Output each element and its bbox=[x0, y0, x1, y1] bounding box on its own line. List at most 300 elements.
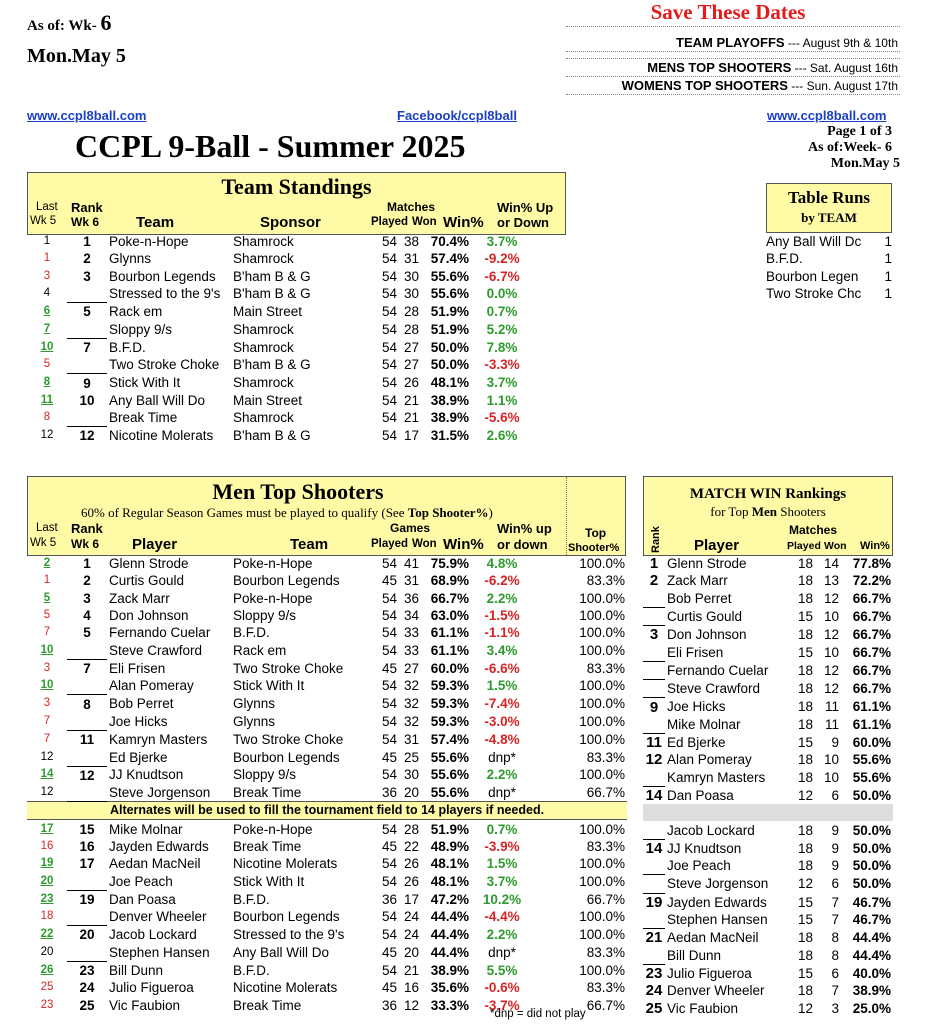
match-win-rank bbox=[643, 590, 665, 608]
match-win-player: Bill Dunn bbox=[667, 947, 722, 963]
win-change: 1.5% bbox=[486, 678, 518, 694]
team-row bbox=[27, 268, 572, 285]
team-standings-title: Team Standings bbox=[221, 174, 372, 199]
win-change: -5.6% bbox=[484, 410, 520, 426]
win-change: 4.8% bbox=[486, 556, 518, 572]
team-name: Nicotine Molerats bbox=[109, 428, 214, 444]
current-rank: 7 bbox=[83, 660, 91, 676]
shooter-row bbox=[27, 961, 627, 979]
match-win-rank: 11 bbox=[646, 734, 662, 752]
mw-col-rank-label: Rank bbox=[650, 526, 662, 553]
team-row bbox=[27, 285, 572, 303]
current-rank: 7 bbox=[83, 339, 91, 355]
win-percent: 55.6% bbox=[430, 785, 469, 800]
top-shooter-percent: 100.0% bbox=[579, 767, 625, 783]
sponsor-name: Shamrock bbox=[233, 251, 294, 267]
player-team: Nicotine Molerats bbox=[233, 856, 338, 872]
last-week-rank: 20 bbox=[40, 874, 54, 887]
match-win-player: Ed Bjerke bbox=[667, 734, 726, 750]
match-win-player: Zack Marr bbox=[667, 573, 728, 589]
men-col-winpct-label: Win% bbox=[443, 536, 484, 553]
matches-played: 54 bbox=[381, 410, 397, 426]
matches-won: 38 bbox=[403, 234, 419, 250]
win-change: 2.2% bbox=[486, 590, 518, 606]
current-rank bbox=[67, 908, 107, 926]
player-name: Stephen Hansen bbox=[109, 944, 210, 960]
games-played: 54 bbox=[381, 873, 397, 889]
last-week-rank: 7 bbox=[43, 626, 51, 639]
match-win-header bbox=[643, 476, 893, 556]
current-rank: 9 bbox=[83, 375, 91, 391]
match-win-won: 6 bbox=[831, 965, 839, 981]
win-change: 5.2% bbox=[486, 321, 518, 337]
current-rank bbox=[67, 641, 107, 659]
games-played: 54 bbox=[381, 927, 397, 943]
win-change: -6.2% bbox=[484, 573, 520, 589]
match-win-player: Jacob Lockard bbox=[667, 822, 755, 838]
games-played: 45 bbox=[381, 838, 397, 854]
win-change: -6.6% bbox=[484, 660, 520, 676]
match-win-row bbox=[643, 839, 893, 857]
match-win-won: 9 bbox=[831, 840, 839, 856]
match-win-rank: 9 bbox=[649, 698, 659, 716]
match-win-played: 18 bbox=[797, 699, 813, 715]
sponsor-name: Main Street bbox=[233, 304, 303, 320]
match-win-title: MATCH WIN Rankings bbox=[689, 486, 847, 502]
match-win-rank bbox=[643, 680, 665, 698]
match-win-percent: 50.0% bbox=[852, 822, 891, 838]
win-percent: 44.4% bbox=[430, 909, 469, 925]
last-week-rank: 18 bbox=[40, 910, 54, 923]
match-win-row bbox=[643, 964, 893, 982]
win-change: 5.5% bbox=[486, 962, 518, 978]
games-won: 24 bbox=[403, 927, 419, 943]
last-week-rank: 10 bbox=[40, 340, 54, 353]
match-win-percent: 55.6% bbox=[852, 752, 891, 768]
current-rank bbox=[67, 356, 107, 374]
team-row bbox=[27, 392, 572, 409]
table-run-team: Any Ball Will Dc bbox=[766, 234, 862, 250]
match-win-percent: 66.7% bbox=[852, 609, 891, 625]
men-col-shooter-label: Shooter% bbox=[568, 542, 620, 554]
match-win-row bbox=[643, 680, 893, 698]
team-row bbox=[27, 303, 572, 321]
shooter-row bbox=[27, 748, 627, 766]
match-win-subtitle: for Top Men Shooters bbox=[710, 504, 826, 519]
team-row bbox=[27, 233, 572, 250]
last-week-rank: 16 bbox=[40, 839, 54, 852]
match-win-rank: 12 bbox=[645, 751, 663, 769]
win-change: 3.7% bbox=[486, 375, 518, 391]
win-change: 1.1% bbox=[486, 392, 518, 408]
win-percent: 44.4% bbox=[430, 927, 469, 943]
current-rank bbox=[67, 784, 107, 802]
win-change: -4.4% bbox=[484, 909, 520, 925]
table-runs-header bbox=[766, 183, 892, 233]
win-change: 2.6% bbox=[486, 428, 518, 444]
matches-won: 31 bbox=[403, 251, 419, 267]
current-rank: 1 bbox=[83, 556, 91, 572]
men-col-last-label: Last bbox=[36, 522, 58, 534]
matches-played: 54 bbox=[381, 234, 397, 250]
games-won: 30 bbox=[403, 767, 419, 783]
top-shooter-percent: 100.0% bbox=[579, 714, 625, 730]
win-change: 0.0% bbox=[486, 286, 518, 302]
win-percent: 33.3% bbox=[430, 997, 469, 1013]
men-top-subtitle: 60% of Regular Season Games must be played to qualify (See Top Shooter%) bbox=[81, 505, 493, 520]
team-name: Rack em bbox=[109, 304, 163, 320]
shooter-row bbox=[27, 838, 627, 855]
mw-col-matches-label: Matches bbox=[789, 523, 838, 537]
last-week-rank: 5 bbox=[43, 591, 51, 604]
player-name: Kamryn Masters bbox=[109, 731, 208, 747]
current-rank: 2 bbox=[83, 573, 91, 589]
win-percent: 60.0% bbox=[430, 660, 469, 676]
shooter-row bbox=[27, 572, 627, 589]
games-won: 26 bbox=[403, 873, 419, 889]
top-shooter-percent: 100.0% bbox=[579, 821, 625, 837]
current-rank: 5 bbox=[83, 625, 91, 641]
match-win-player: Julio Figueroa bbox=[667, 965, 752, 981]
team-row bbox=[27, 250, 572, 267]
win-percent: 59.3% bbox=[430, 678, 469, 694]
win-percent: 47.2% bbox=[430, 891, 469, 907]
win-percent: 61.1% bbox=[430, 625, 469, 641]
team-row bbox=[27, 374, 572, 392]
match-win-rank: 23 bbox=[645, 964, 663, 982]
top-shooter-percent: 66.7% bbox=[586, 785, 625, 800]
matches-played: 54 bbox=[381, 339, 397, 355]
table-run-team: Two Stroke Chc bbox=[766, 286, 862, 302]
men-col-top-label: Top bbox=[585, 526, 607, 540]
win-percent: 44.4% bbox=[430, 944, 469, 960]
match-win-rank bbox=[643, 821, 665, 839]
win-percent: 55.6% bbox=[430, 749, 469, 765]
match-win-percent: 50.0% bbox=[852, 876, 891, 892]
current-rank: 24 bbox=[79, 980, 95, 996]
win-change: 1.5% bbox=[486, 856, 518, 872]
win-percent: 61.1% bbox=[430, 642, 469, 658]
player-name: Glenn Strode bbox=[109, 556, 189, 572]
games-won: 41 bbox=[403, 556, 419, 572]
win-percent: 59.3% bbox=[430, 714, 469, 730]
shooter-row bbox=[27, 872, 627, 890]
games-played: 54 bbox=[381, 608, 397, 624]
current-rank bbox=[67, 285, 107, 303]
match-win-won: 10 bbox=[823, 752, 839, 768]
match-win-percent: 46.7% bbox=[852, 894, 891, 910]
match-win-row bbox=[643, 821, 893, 839]
current-rank bbox=[67, 713, 107, 731]
team-row bbox=[27, 356, 572, 374]
games-played: 54 bbox=[381, 678, 397, 694]
match-win-row bbox=[643, 857, 893, 875]
team-row bbox=[27, 338, 572, 356]
top-shooter-percent: 100.0% bbox=[579, 856, 625, 872]
games-won: 33 bbox=[403, 642, 419, 658]
win-percent: 38.9% bbox=[430, 392, 469, 408]
last-week-rank: 7 bbox=[43, 715, 51, 728]
team-name: B.F.D. bbox=[109, 339, 146, 355]
save-dates-panel bbox=[566, 0, 900, 95]
col-winup-label: Win% Up bbox=[497, 200, 554, 215]
match-win-won: 3 bbox=[831, 1000, 839, 1016]
win-change: -1.5% bbox=[484, 608, 520, 624]
website-link-left[interactable]: www.ccpl8ball.com bbox=[27, 108, 147, 123]
match-win-percent: 61.1% bbox=[852, 717, 891, 733]
match-win-player: Joe Hicks bbox=[667, 699, 726, 715]
match-win-rank: 2 bbox=[649, 572, 659, 590]
top-shooter-percent: 100.0% bbox=[579, 608, 625, 624]
games-played: 45 bbox=[381, 980, 397, 996]
match-win-player: Eli Frisen bbox=[667, 644, 724, 660]
last-week-rank: 12 bbox=[40, 786, 54, 798]
current-rank: 25 bbox=[79, 997, 95, 1013]
win-percent: 51.9% bbox=[430, 321, 469, 337]
match-win-player: Joe Peach bbox=[667, 858, 731, 874]
match-win-won: 11 bbox=[824, 717, 839, 733]
player-name: Jayden Edwards bbox=[109, 838, 209, 854]
games-played: 54 bbox=[381, 856, 397, 872]
games-won: 32 bbox=[403, 696, 419, 712]
col-played-label: Played bbox=[371, 216, 409, 228]
games-played: 45 bbox=[381, 944, 397, 960]
matches-played: 54 bbox=[381, 357, 397, 373]
matches-played: 54 bbox=[381, 321, 397, 337]
match-win-player: Stephen Hansen bbox=[667, 912, 768, 928]
team-standings-table bbox=[27, 233, 572, 445]
match-win-won: 14 bbox=[823, 556, 839, 572]
shooter-row bbox=[27, 926, 627, 944]
sponsor-name: B'ham B & G bbox=[233, 286, 311, 302]
current-rank: 1 bbox=[83, 234, 91, 250]
team-name: Stressed to the 9's bbox=[109, 286, 221, 302]
table-runs-table bbox=[764, 233, 894, 302]
win-change: 3.7% bbox=[486, 234, 518, 250]
match-win-row bbox=[643, 661, 893, 679]
match-win-won: 6 bbox=[831, 876, 839, 892]
win-percent: 51.9% bbox=[430, 821, 469, 837]
match-win-percent: 66.7% bbox=[852, 627, 891, 643]
match-win-row bbox=[643, 572, 893, 589]
win-change: -0.6% bbox=[484, 980, 520, 996]
current-rank: 3 bbox=[83, 268, 91, 284]
match-win-won: 9 bbox=[831, 858, 839, 874]
top-shooter-percent: 83.3% bbox=[586, 660, 625, 676]
men-col-player-label: Player bbox=[132, 536, 178, 553]
match-win-player: Jayden Edwards bbox=[667, 894, 767, 910]
match-win-player: Bob Perret bbox=[667, 590, 732, 606]
win-percent: 70.4% bbox=[430, 234, 469, 250]
last-week-rank: 12 bbox=[40, 750, 54, 763]
games-won: 20 bbox=[403, 785, 419, 800]
match-win-played: 18 bbox=[797, 822, 813, 838]
match-win-rank bbox=[643, 661, 665, 679]
team-name: Break Time bbox=[109, 410, 178, 426]
win-percent: 57.4% bbox=[430, 731, 469, 747]
win-change: -3.0% bbox=[484, 714, 520, 730]
player-team: Sloppy 9/s bbox=[233, 767, 297, 783]
col-won-label: Won bbox=[412, 216, 437, 228]
men-col-rank-label: Rank bbox=[71, 521, 103, 536]
match-win-played: 18 bbox=[797, 947, 813, 963]
top-shooter-percent: 100.0% bbox=[579, 962, 625, 978]
men-col-won-label: Won bbox=[412, 538, 437, 550]
last-week-rank: 10 bbox=[40, 643, 54, 656]
men-col-wk6-label: Wk 6 bbox=[71, 537, 100, 551]
win-percent: 35.6% bbox=[430, 980, 469, 996]
match-win-percent: 66.7% bbox=[852, 662, 891, 678]
top-shooter-percent: 83.3% bbox=[586, 749, 625, 765]
match-win-played: 18 bbox=[797, 752, 813, 768]
page-info: Page 1 of 3 As of:Week- 6 Mon.May 5 bbox=[808, 124, 900, 171]
games-won: 16 bbox=[403, 980, 419, 996]
table-run-count: 1 bbox=[884, 251, 892, 267]
table-run-row bbox=[764, 250, 894, 267]
shooter-row bbox=[27, 979, 627, 996]
match-win-percent: 66.7% bbox=[852, 681, 891, 697]
player-team: Two Stroke Choke bbox=[233, 660, 344, 676]
win-percent: 48.1% bbox=[430, 873, 469, 889]
win-percent: 48.1% bbox=[430, 856, 469, 872]
match-win-rank bbox=[643, 875, 665, 893]
matches-won: 28 bbox=[403, 304, 419, 320]
match-win-rank bbox=[643, 769, 665, 787]
team-name: Poke-n-Hope bbox=[109, 234, 189, 250]
matches-won: 27 bbox=[403, 357, 419, 373]
mw-col-player-label: Player bbox=[694, 537, 740, 554]
match-win-won: 10 bbox=[823, 644, 839, 660]
top-shooter-percent: 66.7% bbox=[586, 997, 625, 1013]
player-team: Glynns bbox=[233, 714, 276, 730]
match-win-won: 12 bbox=[823, 627, 839, 643]
match-win-played: 18 bbox=[797, 983, 813, 999]
shooter-row bbox=[27, 855, 627, 872]
team-row bbox=[27, 427, 572, 445]
games-played: 54 bbox=[381, 696, 397, 712]
top-shooter-percent: 100.0% bbox=[579, 696, 625, 712]
top-shooter-percent: 100.0% bbox=[579, 590, 625, 606]
games-played: 54 bbox=[381, 731, 397, 747]
games-played: 54 bbox=[381, 714, 397, 730]
match-win-won: 7 bbox=[831, 894, 839, 910]
facebook-link[interactable]: Facebook/ccpl8ball bbox=[397, 108, 517, 123]
matches-played: 54 bbox=[381, 286, 397, 302]
match-win-won: 13 bbox=[823, 573, 839, 589]
shooter-row bbox=[27, 607, 627, 624]
player-team: B.F.D. bbox=[233, 962, 270, 978]
win-percent: 48.1% bbox=[430, 375, 469, 391]
match-win-row bbox=[643, 555, 893, 572]
matches-played: 54 bbox=[381, 268, 397, 284]
table-run-team: B.F.D. bbox=[766, 251, 803, 267]
matches-played: 54 bbox=[381, 251, 397, 267]
current-rank bbox=[67, 677, 107, 695]
match-win-percent: 60.0% bbox=[852, 734, 891, 750]
games-won: 22 bbox=[403, 838, 419, 854]
sponsor-name: Shamrock bbox=[233, 234, 294, 250]
top-shooter-percent: 100.0% bbox=[579, 556, 625, 572]
match-win-played: 15 bbox=[797, 644, 813, 660]
alternates-note: Alternates will be used to fill the tournament field to 14 players if needed. bbox=[27, 802, 627, 820]
win-change: -7.4% bbox=[484, 696, 520, 712]
match-win-played: 18 bbox=[797, 930, 813, 946]
website-link-right[interactable]: www.ccpl8ball.com bbox=[767, 108, 887, 123]
games-played: 45 bbox=[381, 749, 397, 765]
top-shooter-percent: 100.0% bbox=[579, 731, 625, 747]
matches-won: 27 bbox=[403, 339, 419, 355]
match-win-player: Steve Jorgenson bbox=[667, 876, 769, 892]
current-rank: 23 bbox=[79, 962, 95, 978]
player-team: Poke-n-Hope bbox=[233, 590, 313, 606]
win-percent: 48.9% bbox=[430, 838, 469, 854]
match-win-won: 12 bbox=[823, 681, 839, 697]
games-played: 54 bbox=[381, 767, 397, 783]
player-name: Vic Faubion bbox=[109, 997, 181, 1013]
player-name: Don Johnson bbox=[109, 608, 189, 624]
win-change: 2.2% bbox=[486, 767, 518, 783]
player-team: Stick With It bbox=[233, 873, 305, 889]
win-percent: 38.9% bbox=[430, 962, 469, 978]
save-date-womens-top: WOMENS TOP SHOOTERS --- Sun. August 17th bbox=[566, 77, 900, 95]
player-name: Dan Poasa bbox=[109, 891, 176, 907]
match-win-played: 15 bbox=[797, 609, 813, 625]
games-won: 25 bbox=[403, 749, 419, 765]
col-sponsor-label: Sponsor bbox=[260, 214, 321, 231]
team-name: Any Ball Will Do bbox=[109, 392, 206, 408]
last-week-rank: 8 bbox=[43, 411, 51, 424]
win-change: -3.7% bbox=[484, 997, 520, 1013]
match-win-percent: 50.0% bbox=[852, 840, 891, 856]
match-win-rank bbox=[643, 643, 665, 661]
last-week-rank: 3 bbox=[43, 269, 51, 282]
games-won: 17 bbox=[403, 891, 419, 907]
team-row bbox=[27, 409, 572, 427]
win-percent: 59.3% bbox=[430, 696, 469, 712]
games-won: 31 bbox=[403, 573, 419, 589]
match-win-row bbox=[643, 698, 893, 716]
player-name: Ed Bjerke bbox=[109, 749, 168, 765]
player-team: Nicotine Molerats bbox=[233, 980, 338, 996]
match-win-row bbox=[643, 875, 893, 893]
games-played: 54 bbox=[381, 909, 397, 925]
sponsor-name: Main Street bbox=[233, 392, 303, 408]
win-change: 7.8% bbox=[486, 339, 518, 355]
current-rank: 12 bbox=[79, 767, 95, 783]
player-team: B.F.D. bbox=[233, 891, 270, 907]
match-win-played: 18 bbox=[797, 662, 813, 678]
men-col-games-label: Games bbox=[390, 521, 431, 535]
men-top-header bbox=[27, 476, 626, 556]
match-win-played: 18 bbox=[797, 717, 813, 733]
top-shooter-percent: 83.3% bbox=[586, 838, 625, 854]
last-week-rank: 7 bbox=[43, 732, 51, 745]
match-win-rank bbox=[643, 716, 665, 734]
shooter-row bbox=[27, 784, 627, 802]
team-name: Sloppy 9/s bbox=[109, 321, 173, 337]
top-shooter-percent: 100.0% bbox=[579, 927, 625, 943]
top-shooter-percent: 83.3% bbox=[586, 980, 625, 996]
match-win-row bbox=[643, 733, 893, 751]
shooter-row bbox=[27, 695, 627, 713]
match-win-rank bbox=[643, 607, 665, 625]
top-shooter-percent: 66.7% bbox=[586, 891, 625, 907]
match-win-row bbox=[643, 716, 893, 734]
games-played: 54 bbox=[381, 556, 397, 572]
games-won: 34 bbox=[403, 608, 419, 624]
win-change: 0.7% bbox=[486, 304, 518, 320]
player-team: Break Time bbox=[233, 997, 302, 1013]
